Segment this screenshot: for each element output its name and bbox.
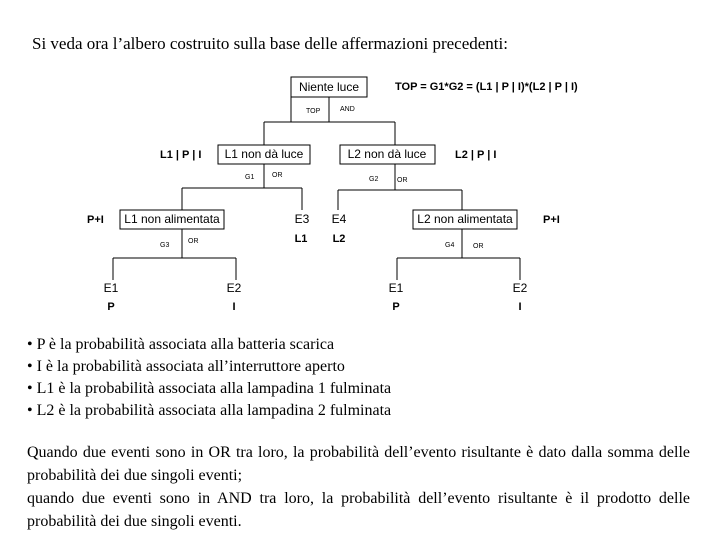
leaf2-label: E2 [226,281,242,295]
g2-side-label: L2 | P | I [455,149,497,161]
intro-text: Si veda ora l’albero costruito sulla base delle affermazioni precedenti: [32,34,508,53]
g4-side-label: P+I [543,214,560,226]
leaf3-label: E1 [388,281,404,295]
top-gate-type: AND [340,106,355,113]
top-gate-label: TOP [306,108,321,115]
or-rule-text: Quando due eventi sono in OR tra loro, la probabilità dell’evento risultante è dato dalla somma delle probabilità dei due singoli eventi; [27,444,690,484]
g1-gate-type: OR [272,172,283,179]
top-formula: TOP = G1*G2 = (L1 | P | I)*(L2 | P | I) [395,81,578,93]
definitions-list [27,334,707,422]
g3-gate-type: OR [188,238,199,245]
g3-side-label: P+I [87,214,104,226]
g2-gate-type: OR [397,177,408,184]
explanation-paragraph [27,441,690,533]
definition-item: • I è la probabilità associata all’interruttore aperto [27,358,345,375]
g1-event-label: L1 non dà luce [224,147,304,161]
fault-tree-diagram [0,70,720,320]
e4-label: E4 [331,212,347,226]
g4-gate-type: OR [473,243,484,250]
definition-item: • L1 è la probabilità associata alla lampadina 1 fulminata [27,380,392,397]
e3-label: E3 [294,212,310,226]
leaf2-sub-label: I [232,301,236,313]
e4-sub-label: L2 [332,233,346,245]
g2-event-label: L2 non dà luce [347,147,427,161]
g2-gate-label: G2 [369,176,379,183]
leaf4-label: E2 [512,281,528,295]
leaf1-sub-label: P [107,301,115,313]
leaf3-sub-label: P [392,301,400,313]
leaf4-sub-label: I [518,301,522,313]
g3-gate-label: G3 [160,242,170,249]
top-event-label: Niente luce [298,80,360,94]
g1-side-label: L1 | P | I [160,149,202,161]
e3-sub-label: L1 [294,233,308,245]
leaf1-label: E1 [103,281,119,295]
g4-gate-label: G4 [445,242,455,249]
g3-event-label: L1 non alimentata [124,212,220,226]
and-rule-text: quando due eventi sono in AND tra loro, la probabilità dell’evento risultante è il prodotto delle probabilità dei due singoli eventi. [27,490,690,530]
g1-gate-label: G1 [245,174,255,181]
definition-item: • L2 è la probabilità associata alla lampadina 2 fulminata [27,402,392,419]
g4-event-label: L2 non alimentata [417,212,513,226]
definition-item: • P è la probabilità associata alla batteria scarica [27,336,335,353]
